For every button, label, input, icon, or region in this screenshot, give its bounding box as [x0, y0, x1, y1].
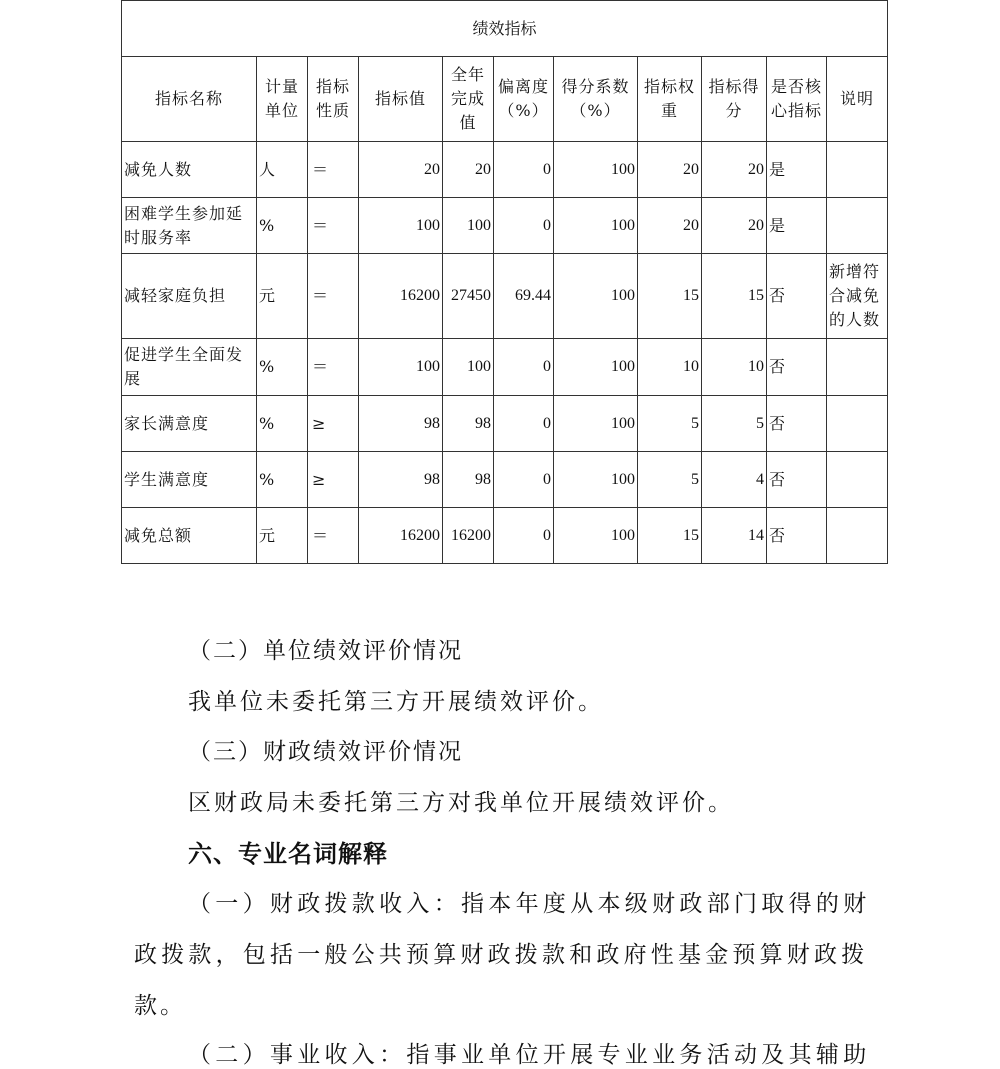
cell-note: [827, 508, 888, 564]
cell-target: 16200: [359, 254, 443, 339]
section-2-heading: （二）单位绩效评价情况: [188, 638, 463, 664]
cell-deviation: 0: [494, 452, 554, 508]
table-row: [122, 198, 888, 254]
cell-deviation: 69.44: [494, 254, 554, 339]
table-row: [122, 142, 888, 198]
cell-coef: 100: [554, 452, 638, 508]
header-label: 分: [725, 101, 743, 120]
cell-nature: ＝: [308, 339, 359, 396]
cell-unit: 元: [257, 508, 308, 564]
cell-core: 否: [767, 339, 827, 396]
header-label: 全年: [450, 65, 485, 84]
cell-score: 10: [702, 339, 767, 396]
table-row: [122, 396, 888, 452]
definition-2-line-1: （二）事业收入：指事业单位开展专业业务活动及其辅助: [188, 1042, 871, 1068]
definition-1-line-2: 政拨款，包括一般公共预算财政拨款和政府性基金预算财政拨: [134, 942, 869, 968]
cell-weight: 15: [638, 508, 702, 564]
cell-nature: ＝: [308, 254, 359, 339]
section-3-text: 区财政局未委托第三方对我单位开展绩效评价。: [188, 790, 734, 816]
cell-unit: %: [257, 339, 308, 396]
definition-1-line-3: 款。: [134, 993, 186, 1019]
section-2-text: 我单位未委托第三方开展绩效评价。: [188, 689, 604, 715]
header-label: 单位: [264, 101, 299, 120]
header-label: 得分系数: [561, 77, 630, 96]
header-label: （%）: [570, 101, 621, 120]
header-label: 计量: [264, 77, 299, 96]
cell-weight: 5: [638, 396, 702, 452]
performance-indicator-table: [121, 0, 888, 564]
definition-1-line-1: （一）财政拨款收入：指本年度从本级财政部门取得的财: [188, 891, 871, 917]
table-row: [122, 452, 888, 508]
cell-core: 是: [767, 142, 827, 198]
cell-weight: 10: [638, 339, 702, 396]
cell-unit: 元: [257, 254, 308, 339]
cell-name: 减免总额: [122, 508, 257, 564]
cell-unit: %: [257, 198, 308, 254]
header-label: 性质: [315, 101, 350, 120]
cell-nature: ≥: [308, 396, 359, 452]
cell-note: [827, 452, 888, 508]
table-row: [122, 508, 888, 564]
cell-target: 98: [359, 452, 443, 508]
header-label: 指标值: [374, 89, 426, 108]
table-row: [122, 254, 888, 339]
header-cell: [554, 57, 638, 142]
section-3-heading: （三）财政绩效评价情况: [188, 739, 463, 765]
header-label: 指标得: [708, 77, 760, 96]
header-cell: [494, 57, 554, 142]
cell-core: 否: [767, 254, 827, 339]
cell-score: 4: [702, 452, 767, 508]
cell-weight: 20: [638, 142, 702, 198]
cell-name: 学生满意度: [122, 452, 257, 508]
cell-actual: 100: [443, 198, 494, 254]
cell-score: 20: [702, 142, 767, 198]
table-title: 绩效指标: [122, 1, 888, 57]
cell-coef: 100: [554, 508, 638, 564]
header-label: 完成: [450, 89, 485, 108]
header-cell: [702, 57, 767, 142]
cell-weight: 20: [638, 198, 702, 254]
header-cell: [767, 57, 827, 142]
header-label: 指标名称: [154, 89, 223, 108]
cell-deviation: 0: [494, 508, 554, 564]
table-row: [122, 339, 888, 396]
cell-actual: 20: [443, 142, 494, 198]
header-label: 值: [459, 113, 477, 132]
cell-actual: 27450: [443, 254, 494, 339]
header-label: 心指标: [770, 101, 822, 120]
cell-unit: 人: [257, 142, 308, 198]
cell-coef: 100: [554, 142, 638, 198]
header-cell: [359, 57, 443, 142]
cell-target: 20: [359, 142, 443, 198]
header-cell: [257, 57, 308, 142]
cell-name: 促进学生全面发展: [122, 339, 257, 396]
cell-note: [827, 339, 888, 396]
cell-actual: 16200: [443, 508, 494, 564]
cell-name: 减轻家庭负担: [122, 254, 257, 339]
cell-weight: 15: [638, 254, 702, 339]
cell-core: 是: [767, 198, 827, 254]
cell-target: 98: [359, 396, 443, 452]
table-header-row: [122, 57, 888, 142]
header-cell: [638, 57, 702, 142]
cell-coef: 100: [554, 396, 638, 452]
cell-nature: ≥: [308, 452, 359, 508]
header-label: 指标权: [643, 77, 695, 96]
cell-name: 家长满意度: [122, 396, 257, 452]
cell-coef: 100: [554, 198, 638, 254]
cell-deviation: 0: [494, 396, 554, 452]
cell-actual: 100: [443, 339, 494, 396]
cell-name: 困难学生参加延时服务率: [122, 198, 257, 254]
cell-score: 14: [702, 508, 767, 564]
header-label: （%）: [498, 101, 549, 120]
header-label: 是否核: [770, 77, 822, 96]
cell-note: [827, 142, 888, 198]
cell-weight: 5: [638, 452, 702, 508]
cell-deviation: 0: [494, 198, 554, 254]
cell-coef: 100: [554, 254, 638, 339]
cell-nature: ＝: [308, 198, 359, 254]
part-6-heading: 六、专业名词解释: [188, 840, 388, 868]
header-cell: [443, 57, 494, 142]
cell-target: 100: [359, 198, 443, 254]
header-cell: [308, 57, 359, 142]
cell-nature: ＝: [308, 508, 359, 564]
cell-target: 16200: [359, 508, 443, 564]
header-label: 指标: [315, 77, 350, 96]
cell-deviation: 0: [494, 142, 554, 198]
cell-score: 5: [702, 396, 767, 452]
header-label: 重: [660, 101, 678, 120]
header-cell: [827, 57, 888, 142]
cell-note: [827, 396, 888, 452]
cell-core: 否: [767, 508, 827, 564]
cell-core: 否: [767, 396, 827, 452]
header-label: 偏离度: [497, 77, 549, 96]
cell-actual: 98: [443, 452, 494, 508]
cell-actual: 98: [443, 396, 494, 452]
cell-score: 15: [702, 254, 767, 339]
header-cell: [122, 57, 257, 142]
cell-deviation: 0: [494, 339, 554, 396]
cell-nature: ＝: [308, 142, 359, 198]
cell-unit: %: [257, 452, 308, 508]
cell-note: 新增符合减免的人数: [827, 254, 888, 339]
cell-name: 减免人数: [122, 142, 257, 198]
cell-unit: %: [257, 396, 308, 452]
cell-score: 20: [702, 198, 767, 254]
cell-note: [827, 198, 888, 254]
header-label: 说明: [840, 89, 875, 108]
cell-target: 100: [359, 339, 443, 396]
cell-core: 否: [767, 452, 827, 508]
cell-coef: 100: [554, 339, 638, 396]
